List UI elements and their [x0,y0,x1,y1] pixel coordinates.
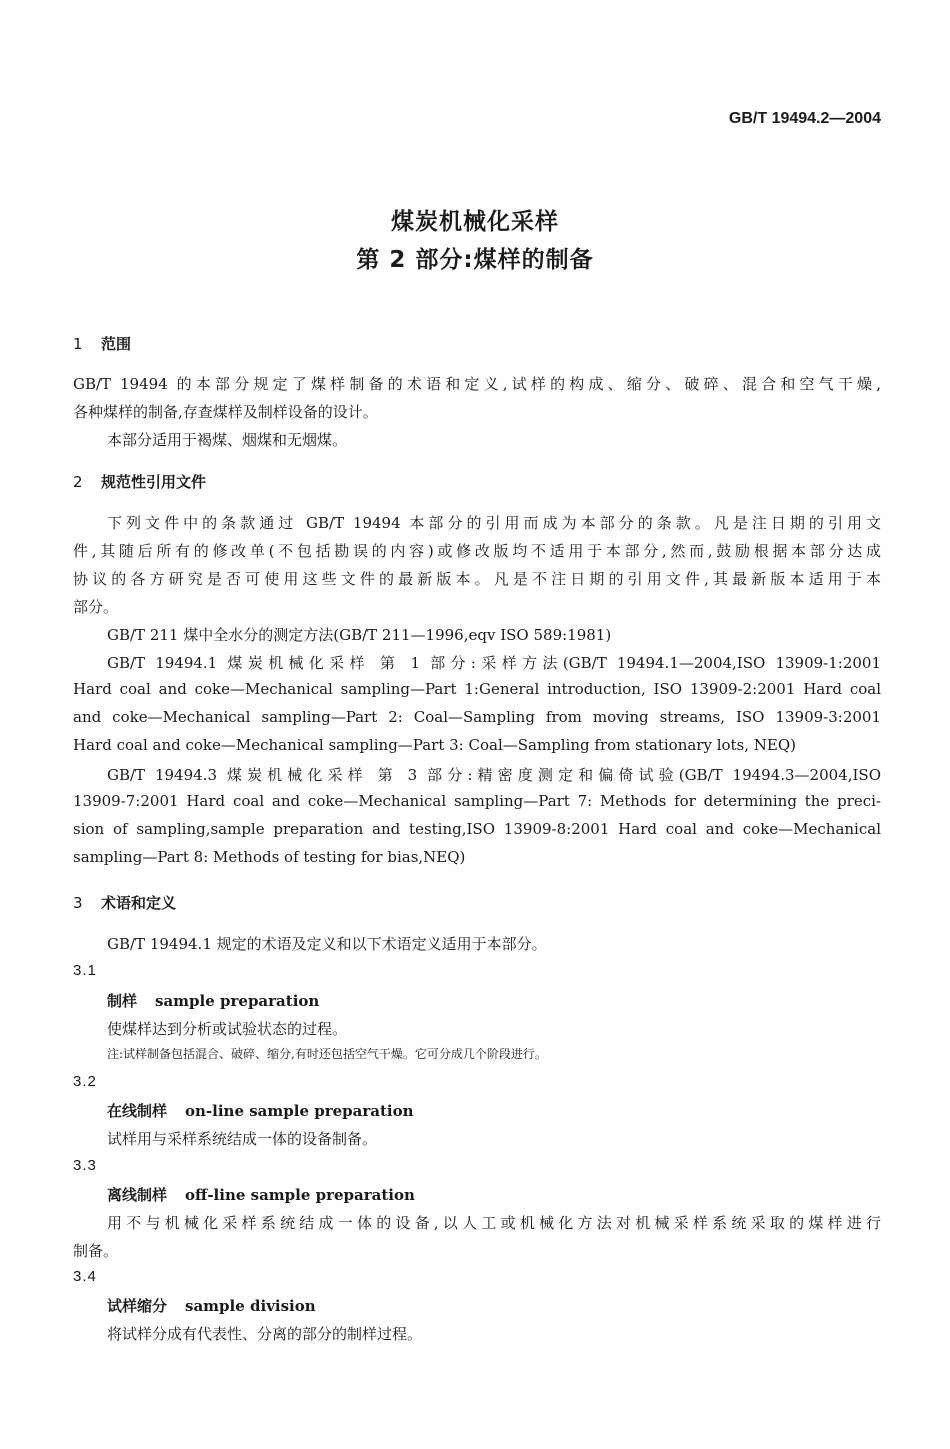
references-intro-line: 下列文件中的条款通过 GB/T 19494 本部分的引用而成为本部分的条款。凡是注日期的引用文 [107,514,881,532]
term-number: 3.1 [73,962,97,979]
term-heading [107,990,319,1011]
term-en: off-line sample preparation [185,1186,415,1204]
reference-item-line: Hard coal and coke—Mechanical sampling—Part 1:General introduction, ISO 13909-2:2001 Hard coal [73,680,881,698]
section-2-heading [73,471,206,492]
term-zh: 试样缩分 [107,1297,168,1315]
document-title: 煤炭机械化采样 [391,209,559,235]
section-number: 2 [73,473,83,491]
scope-paragraph-line: 各种煤样的制备,存查煤样及制样设备的设计。 [73,403,378,421]
reference-item-line: sion of sampling,sample preparation and testing,ISO 13909-8:2001 Hard coal and coke—Mechanical [73,820,881,838]
term-definition: 使煤样达到分析或试验状态的过程。 [107,1020,348,1038]
reference-item-line: 13909-7:2001 Hard coal and coke—Mechanical sampling—Part 7: Methods for determining the preci- [73,792,881,810]
term-definition: 用不与机械化采样系统结成一体的设备,以人工或机械化方法对机械采样系统采取的煤样进行 [107,1214,881,1232]
section-title: 术语和定义 [101,894,177,912]
references-intro-line: 部分。 [73,598,119,616]
reference-item-line: sampling—Part 8: Methods of testing for bias,NEQ) [73,848,466,866]
term-en: on-line sample preparation [185,1102,414,1120]
section-3-heading [73,892,176,913]
term-number: 3.3 [73,1157,97,1174]
term-definition-line: 制备。 [73,1242,119,1260]
reference-item-line: and coke—Mechanical sampling—Part 2: Coal—Sampling from moving streams, ISO 13909-3:2001 [73,708,881,726]
standard-number: GB/T 19494.2—2004 [728,110,881,127]
references-intro-line: 协议的各方研究是否可使用这些文件的最新版本。凡是不注日期的引用文件,其最新版本适用于本 [73,570,881,588]
reference-item-line: Hard coal and coke—Mechanical sampling—Part 3: Coal—Sampling from stationary lots, NEQ) [73,736,797,754]
term-zh: 离线制样 [107,1186,168,1204]
term-heading [107,1295,316,1316]
section-number: 3 [73,894,83,912]
term-definition: 将试样分成有代表性、分离的部分的制样过程。 [107,1325,423,1343]
scope-paragraph-line: GB/T 19494 的本部分规定了煤样制备的术语和定义,试样的构成、缩分、破碎、混合和空气干燥, [73,375,881,393]
document-subtitle: 第 2 部分:煤样的制备 [356,247,594,273]
term-en: sample preparation [155,992,320,1010]
term-note: 注:试样制备包括混合、破碎、缩分,有时还包括空气干燥。它可分成几个阶段进行。 [107,1047,547,1061]
term-number: 3.4 [73,1268,97,1285]
term-definition: 试样用与采样系统结成一体的设备制备。 [107,1130,378,1148]
reference-item: GB/T 19494.3 煤炭机械化采样 第 3 部分:精密度测定和偏倚试验(GB/T 19494.3—2004,ISO [107,766,881,784]
section-title: 范围 [101,335,132,353]
scope-applicability: 本部分适用于褐煤、烟煤和无烟煤。 [107,431,348,449]
term-number: 3.2 [73,1073,97,1090]
term-en: sample division [185,1297,316,1315]
term-zh: 在线制样 [107,1102,168,1120]
reference-item: GB/T 211 煤中全水分的测定方法(GB/T 211—1996,eqv ISO 589:1981) [107,626,612,644]
section-number: 1 [73,335,83,353]
reference-item: GB/T 19494.1 煤炭机械化采样 第 1 部分:采样方法(GB/T 19494.1—2004,ISO 13909-1:2001 [107,654,881,672]
term-heading [107,1100,414,1121]
references-intro-line: 件,其随后所有的修改单(不包括勘误的内容)或修改版均不适用于本部分,然而,鼓励根据本部分达成 [73,542,881,560]
term-heading [107,1184,415,1205]
term-zh: 制样 [107,992,138,1010]
section-1-heading [73,333,131,354]
terms-intro: GB/T 19494.1 规定的术语及定义和以下术语定义适用于本部分。 [107,935,547,953]
section-title: 规范性引用文件 [101,473,207,491]
